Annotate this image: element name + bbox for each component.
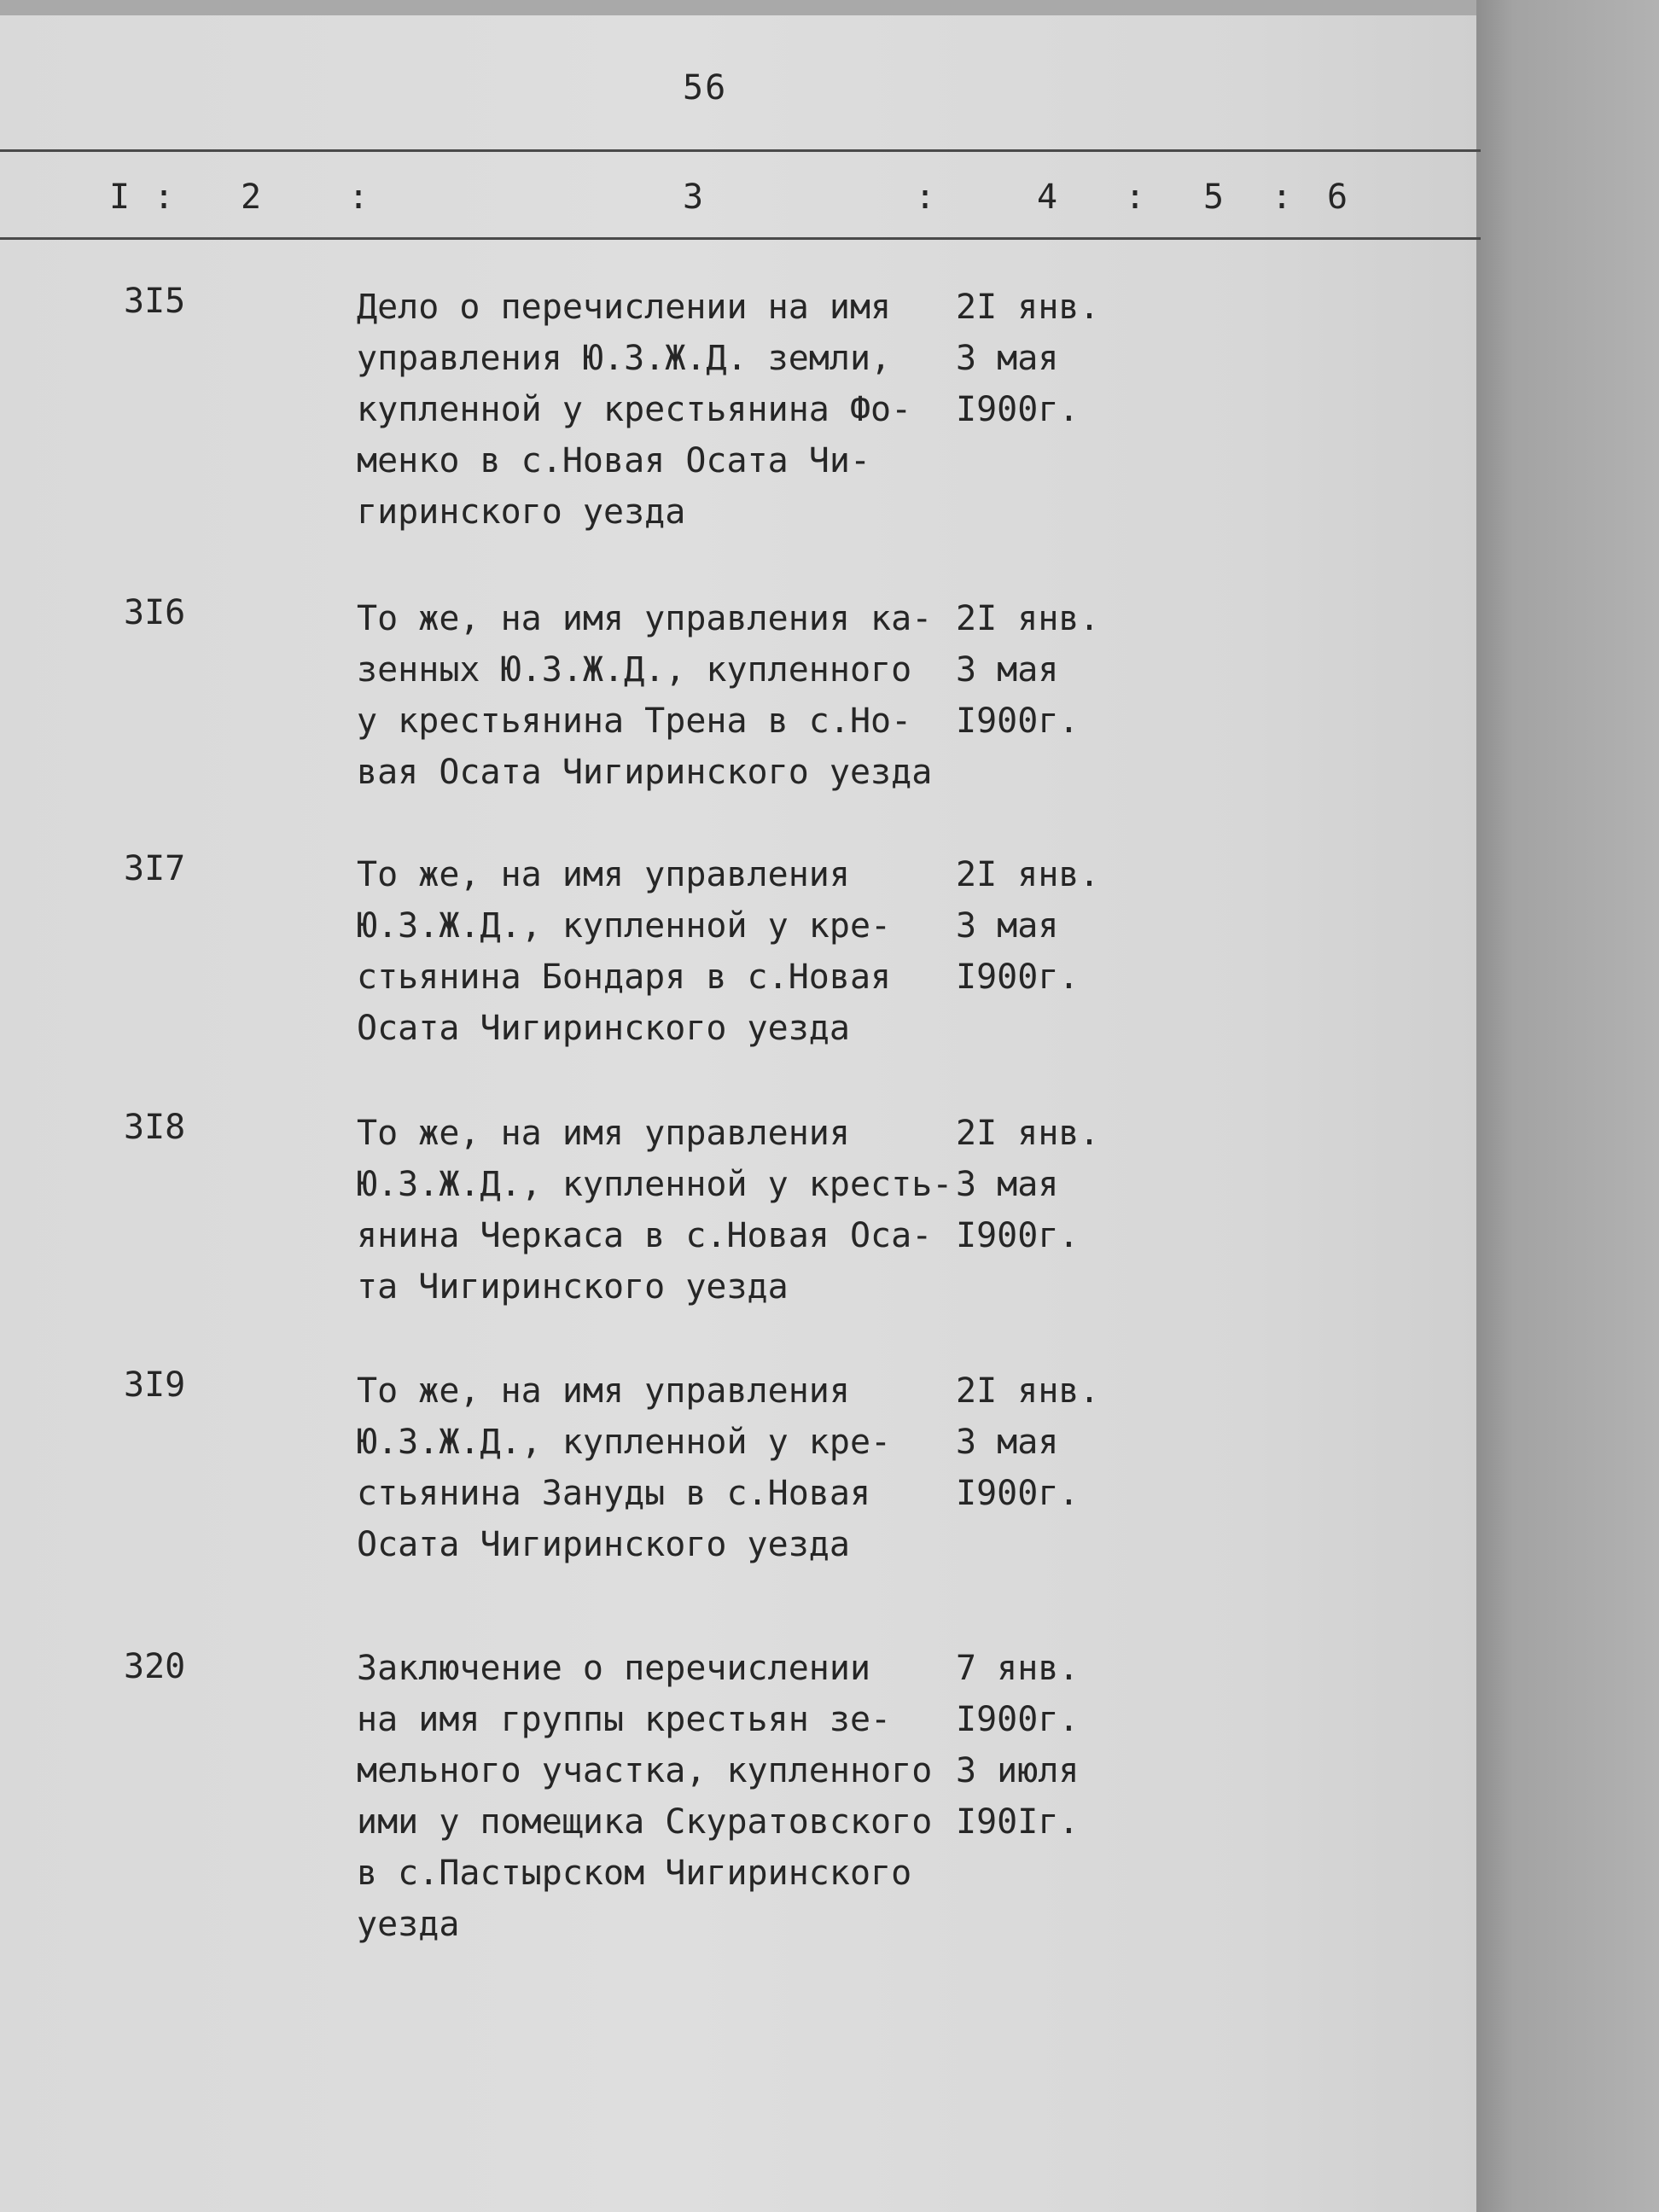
column-header-3: 3 (683, 178, 704, 217)
page-number: 56 (683, 68, 728, 108)
description-line: То же, на имя управления (357, 1114, 850, 1153)
date-line: I900г. (956, 390, 1080, 429)
date-line: 3 июля (956, 1751, 1080, 1790)
date-line: 2I янв. (956, 599, 1100, 638)
description-line: мельного участка, купленного (357, 1751, 933, 1790)
column-separator: : (915, 178, 936, 217)
description-line: То же, на имя управления (357, 855, 850, 894)
description-line: та Чигиринского уезда (357, 1267, 789, 1307)
date-line: I900г. (956, 701, 1080, 741)
description-line: Осата Чигиринского уезда (357, 1525, 850, 1564)
entry-number: 3I5 (124, 282, 186, 321)
description-line: у крестьянина Трена в с.Но- (357, 701, 912, 741)
entry-description (357, 1643, 971, 1950)
date-line: I90Iг. (956, 1802, 1080, 1842)
description-line: зенных Ю.З.Ж.Д., купленного (357, 650, 912, 690)
page-edge-shadow (1476, 0, 1659, 2212)
description-line: Осата Чигиринского уезда (357, 1009, 850, 1048)
description-line: ими у помещика Скуратовского (357, 1802, 933, 1842)
column-separator: : (348, 178, 370, 217)
entry-description (357, 593, 971, 798)
entry-description (357, 282, 971, 538)
table-header-top-rule (0, 149, 1481, 152)
description-line: Ю.З.Ж.Д., купленной у кресть- (357, 1165, 953, 1204)
date-line: 2I янв. (956, 288, 1100, 327)
entry-dates (956, 849, 1144, 1003)
description-line: менко в с.Новая Осата Чи- (357, 441, 871, 480)
entry-dates (956, 1108, 1144, 1261)
date-line: 3 мая (956, 1423, 1059, 1462)
table-header-bottom-rule (0, 237, 1481, 240)
date-line: 7 янв. (956, 1649, 1080, 1688)
description-line: Ю.З.Ж.Д., купленной у кре- (357, 906, 892, 946)
description-line: вая Осата Чигиринского уезда (357, 753, 933, 792)
description-line: стьянина Бондаря в с.Новая (357, 958, 892, 997)
description-line: То же, на имя управления (357, 1371, 850, 1411)
description-line: янина Черкаса в с.Новая Оса- (357, 1216, 933, 1255)
description-line: в с.Пастырском Чигиринского (357, 1854, 912, 1893)
date-line: I900г. (956, 958, 1080, 997)
column-separator: : (1125, 178, 1146, 217)
date-line: 2I янв. (956, 855, 1100, 894)
entry-dates (956, 282, 1144, 435)
date-line: I900г. (956, 1474, 1080, 1513)
date-line: 3 мая (956, 650, 1059, 690)
date-line: I900г. (956, 1216, 1080, 1255)
entry-dates (956, 1365, 1144, 1519)
description-line: Заключение о перечислении (357, 1649, 871, 1688)
entry-description (357, 849, 971, 1054)
entry-dates (956, 593, 1144, 747)
date-line: 3 мая (956, 1165, 1059, 1204)
entry-number: 320 (124, 1647, 186, 1686)
entry-description (357, 1365, 971, 1570)
entry-number: 3I6 (124, 593, 186, 632)
entry-dates (956, 1643, 1144, 1848)
date-line: 3 мая (956, 906, 1059, 946)
column-header-2: 2 (241, 178, 262, 217)
date-line: 2I янв. (956, 1114, 1100, 1153)
entry-description (357, 1108, 971, 1313)
date-line: I900г. (956, 1700, 1080, 1739)
column-header-1: I (109, 178, 131, 217)
column-separator: : (154, 178, 175, 217)
date-line: 2I янв. (956, 1371, 1100, 1411)
description-line: стьянина Зануды в с.Новая (357, 1474, 871, 1513)
description-line: на имя группы крестьян зе- (357, 1700, 892, 1739)
column-separator: : (1272, 178, 1293, 217)
column-header-6: 6 (1327, 178, 1348, 217)
description-line: купленной у крестьянина Фо- (357, 390, 912, 429)
description-line: уезда (357, 1905, 460, 1944)
description-line: Ю.З.Ж.Д., купленной у кре- (357, 1423, 892, 1462)
description-line: гиринского уезда (357, 492, 686, 532)
entry-number: 3I9 (124, 1365, 186, 1405)
column-header-5: 5 (1203, 178, 1225, 217)
entry-number: 3I8 (124, 1108, 186, 1147)
description-line: Дело о перечислении на имя (357, 288, 892, 327)
column-header-4: 4 (1037, 178, 1058, 217)
date-line: 3 мая (956, 339, 1059, 378)
description-line: управления Ю.З.Ж.Д. земли, (357, 339, 892, 378)
entry-number: 3I7 (124, 849, 186, 888)
description-line: То же, на имя управления ка- (357, 599, 933, 638)
